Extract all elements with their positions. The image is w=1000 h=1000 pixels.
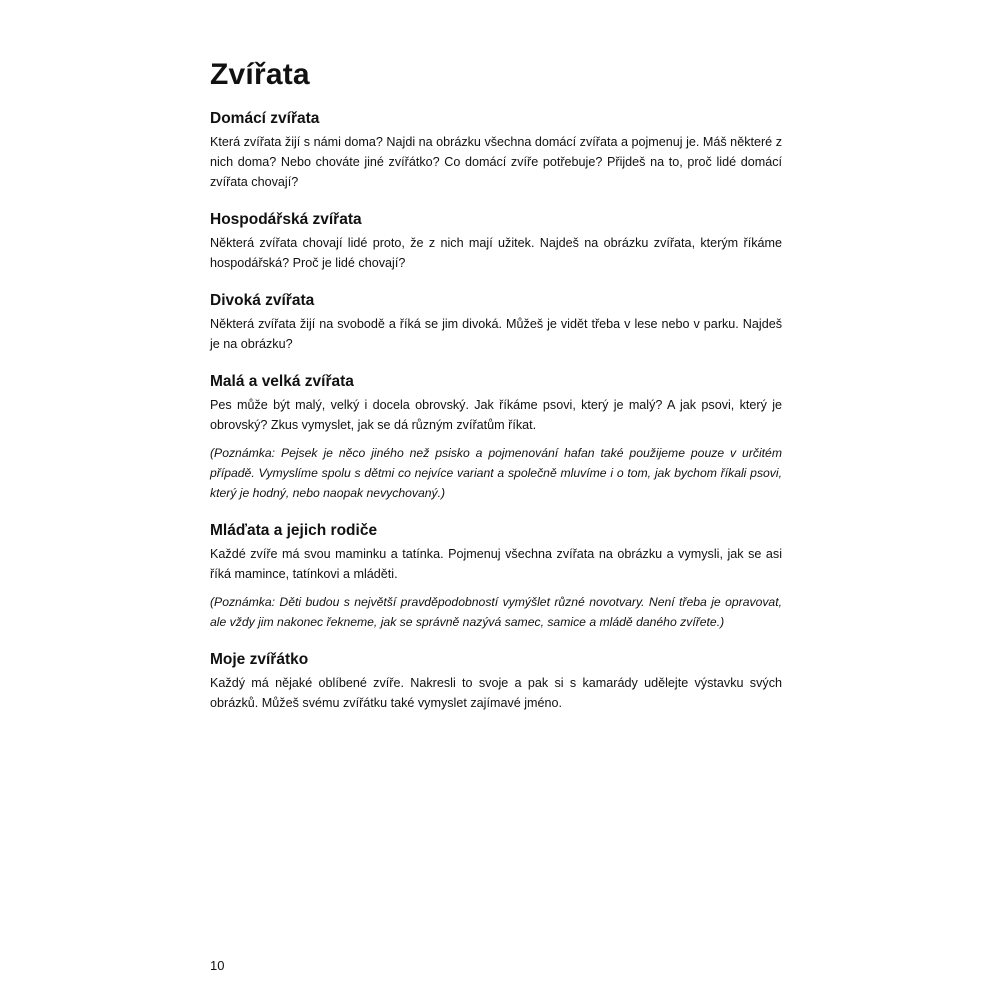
section-small-and-large-animals <box>210 373 782 503</box>
section-domestic-animals <box>210 110 782 192</box>
section-body: Pes může být malý, velký i docela obrovský. Jak říkáme psovi, který je malý? A jak psovi, který je obrovský? Zkus vymyslet, jak se dá různým zvířatům říkat. <box>210 398 782 432</box>
section-body: Každé zvíře má svou maminku a tatínka. Pojmenuj všechna zvířata na obrázku a vymysli, jak se asi říká mamince, tatínkovi a mláděti. <box>210 547 782 581</box>
section-heading: Malá a velká zvířata <box>210 373 354 390</box>
section-body: Některá zvířata žijí na svobodě a říká se jim divoká. Můžeš je vidět třeba v lese nebo v parku. Najdeš je na obrázku? <box>210 317 782 351</box>
section-wild-animals <box>210 292 782 354</box>
section-note: (Poznámka: Pejsek je něco jiného než psisko a pojmenování hafan také použijeme pouze v určitém případě. Vymyslíme spolu s dětmi co nejvíce variant a společně mluvíme i o tom, jak bychom říkali psovi, který je hodný, nebo naopak nevychovaný.) <box>210 446 782 500</box>
section-heading: Hospodářská zvířata <box>210 211 362 228</box>
section-heading: Domácí zvířata <box>210 110 320 127</box>
section-body: Každý má nějaké oblíbené zvíře. Nakresli to svoje a pak si s kamarády udělejte výstavku svých obrázků. Můžeš svému zvířátku také vymyslet zajímavé jméno. <box>210 676 782 710</box>
section-body: Některá zvířata chovají lidé proto, že z nich mají užitek. Najdeš na obrázku zvířata, kterým říkáme hospodářská? Proč je lidé chovají? <box>210 236 782 270</box>
section-my-pet <box>210 651 782 713</box>
section-young-and-parents <box>210 522 782 632</box>
section-heading: Mláďata a jejich rodiče <box>210 522 378 539</box>
section-farm-animals <box>210 211 782 273</box>
page-content <box>210 58 782 732</box>
section-note: (Poznámka: Děti budou s největší pravděpodobností vymýšlet různé novotvary. Není třeba je opravovat, ale vždy jim nakonec řekneme, jak se správně nazývá samec, samice a mládě daného zvířete.) <box>210 595 782 629</box>
page-number: 10 <box>210 958 225 973</box>
section-heading: Divoká zvířata <box>210 292 315 309</box>
page-title: Zvířata <box>210 58 310 91</box>
section-heading: Moje zvířátko <box>210 651 309 668</box>
section-body: Která zvířata žijí s námi doma? Najdi na obrázku všechna domácí zvířata a pojmenuj je. Máš některé z nich doma? Nebo chováte jiné zvířátko? Co domácí zvíře potřebuje? Přijdeš na to, proč lidé domácí zvířata chovají? <box>210 135 782 189</box>
